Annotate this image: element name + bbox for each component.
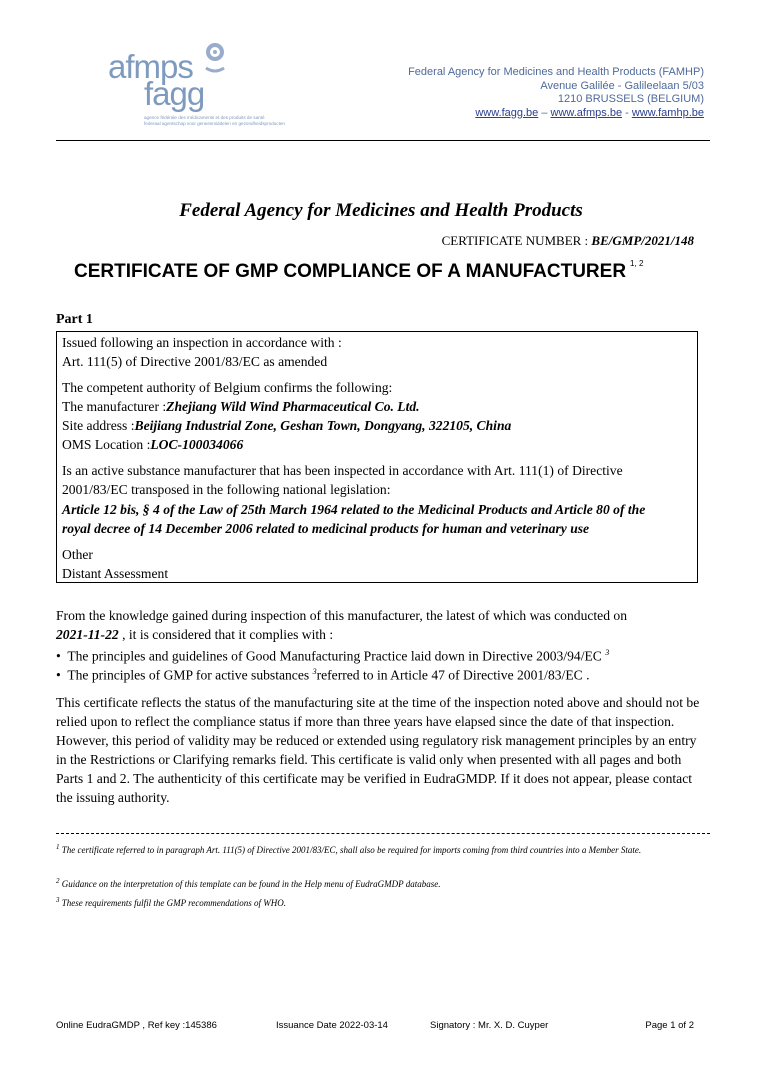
footnote-2 [56, 875, 706, 890]
agency-address-line2: 1210 BRUSSELS (BELGIUM) [557, 93, 704, 105]
inspection-date: 2021-11-22 [56, 627, 119, 642]
footnote-3-text: These requirements fulfil the GMP recommendations of WHO. [61, 898, 287, 908]
article-text: Art. 111(5) of Directive 2001/83/EC as amended [62, 354, 328, 369]
footnote-1 [56, 841, 706, 856]
active-substance-line1: Is an active substance manufacturer that has been inspected in accordance with Art. 111(1) of Directive [62, 463, 623, 478]
footnote-2-text: Guidance on the interpretation of this template can be found in the Help menu of EudraGMDP database. [61, 879, 441, 889]
site-line [62, 417, 511, 435]
other-text: Other [62, 547, 93, 562]
knowledge-line1: From the knowledge gained during inspection of this manufacturer, the latest of which was conducted on [56, 608, 627, 623]
document-title-text: CERTIFICATE OF GMP COMPLIANCE OF A MANUFACTURER [74, 261, 627, 282]
agency-name: Federal Agency for Medicines and Health Products (FAMHP) [408, 66, 704, 78]
certificate-number-value: BE/GMP/2021/148 [591, 233, 694, 248]
manufacturer-line [62, 398, 420, 416]
part1-box [56, 331, 698, 583]
logo-fagg-text: fagg [144, 75, 205, 112]
footnote-3 [56, 894, 706, 909]
manufacturer-label: The manufacturer : [62, 399, 167, 414]
bullet2-text-b: referred to in Article 47 of Directive 2001/83/EC . [316, 667, 590, 683]
agency-links [408, 107, 704, 121]
agency-logo [104, 40, 304, 135]
bullet2-text-a: The principles of GMP for active substances [67, 667, 310, 683]
logo-swirl-icon [202, 42, 228, 78]
header-divider [56, 140, 710, 141]
agency-address-line1: Avenue Galilée - Galileelaan 5/03 [540, 79, 704, 92]
footnote-divider [56, 833, 710, 834]
knowledge-line2-text: , it is considered that it complies with : [118, 627, 334, 642]
logo-subtitle-nl: federaal agentschap voor geneesmiddelen en gezondheidsproducten [144, 121, 285, 126]
bullet-gmp-principles: • The principles and guidelines of Good Manufacturing Practice laid down in Directive 2003/94/EC $^3$ [56, 648, 610, 664]
footnote-3-number: 3 [56, 896, 60, 904]
site-value: Beijiang Industrial Zone, Geshan Town, Dongyang, 322105, China [134, 418, 512, 433]
link-afmps[interactable]: www.afmps.be [550, 106, 623, 119]
bullet2-footnote-ref: 3 [312, 667, 317, 676]
knowledge-paragraph [56, 606, 706, 644]
part-heading: Part 1 [56, 312, 93, 327]
site-label: Site address : [62, 418, 135, 433]
legislation-line1: Article 12 bis, § 4 of the Law of 25th March 1964 related to the Medicinal Products and Article 80 of the [62, 502, 646, 517]
bullet-active-substances: • The principles of GMP for active substances $^3$referred to in Article 47 of Directive 2001/83/EC . [56, 667, 590, 683]
status-paragraph: This certificate reflects the status of the manufacturing site at the time of the inspection noted above and should not be relied upon to reflect the compliance status if more than three years have elapsed since the date of that inspection. However, this period of validity may be reduced or extended using regulatory risk management principles by an entry in the Restrictions or Clarifying remarks field. This certificate is valid only when presented with all pages and both Parts 1 and 2. The authenticity of this certificate may be verified in EudraGMDP. If it does not appear, please contact the issuing authority. [56, 695, 700, 805]
legislation-line2: royal decree of 14 December 2006 related to medicinal products for human and veterinary use [62, 521, 590, 536]
manufacturer-value: Zhejiang Wild Wind Pharmaceutical Co. Ltd. [166, 399, 420, 414]
oms-label: OMS Location : [62, 437, 151, 452]
logo-afmps-text: afmps [108, 48, 193, 85]
agency-address-block [408, 66, 704, 120]
title-footnote-ref: 1, 2 [630, 259, 644, 268]
bullet1-footnote-ref: 3 [605, 648, 610, 657]
footnote-2-number: 2 [56, 877, 60, 885]
document-title [74, 261, 643, 283]
certificate-number [442, 233, 694, 249]
link-separator: - [622, 106, 632, 119]
link-fagg[interactable]: www.fagg.be [475, 106, 539, 119]
certificate-number-label: CERTIFICATE NUMBER : [441, 233, 592, 248]
logo-subtitle-fr: agence fédérale des médicaments et des produits de santé [144, 115, 265, 120]
bullet1-text: The principles and guidelines of Good Manufacturing Practice laid down in Directive 2003/94/EC [67, 648, 602, 664]
link-separator: – [538, 106, 551, 119]
footer-signatory: Signatory : Mr. X. D. Cuyper [430, 1020, 549, 1031]
distant-assessment-text: Distant Assessment [62, 566, 169, 581]
issued-text: Issued following an inspection in accordance with : [62, 335, 342, 350]
confirms-text: The competent authority of Belgium confirms the following: [62, 380, 393, 395]
footnote-1-text: The certificate referred to in paragraph Art. 111(5) of Directive 2001/83/EC, shall also be required for imports coming from third countries into a Member State. [61, 845, 642, 855]
footer-issuance-date: Issuance Date 2022-03-14 [276, 1020, 388, 1031]
link-famhp[interactable]: www.famhp.be [631, 106, 704, 119]
footer-page-number: Page 1 of 2 [645, 1020, 694, 1031]
footer-online-ref: Online EudraGMDP , Ref key :145386 [56, 1020, 217, 1031]
active-substance-line2: 2001/83/EC transposed in the following national legislation: [62, 482, 391, 497]
footnote-1-number: 1 [56, 843, 60, 851]
oms-line [62, 436, 243, 454]
oms-value: LOC-100034066 [150, 437, 244, 452]
agency-title: Federal Agency for Medicines and Health Products [179, 200, 583, 221]
knowledge-line2 [56, 625, 706, 644]
